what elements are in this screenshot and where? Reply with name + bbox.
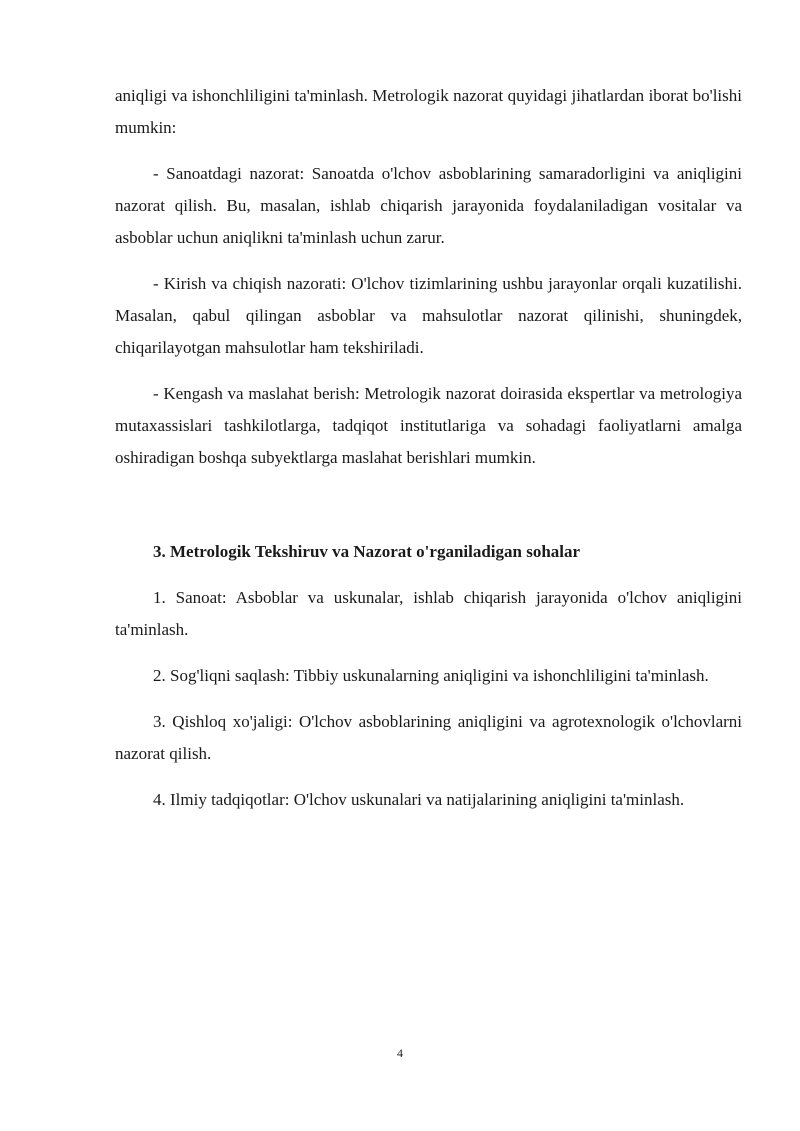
section-heading: 3. Metrologik Tekshiruv va Nazorat o'rganiladigan sohalar [153, 542, 581, 561]
paragraph-input-output-control: - Kirish va chiqish nazorati: O'lchov tizimlarining ushbu jarayonlar orqali kuzatilishi. Masalan, qabul qilingan asboblar va mahsulotlar nazorat qilinishi, shuningdek, chiqarilayotgan mahsulotlar ham tekshiriladi. [115, 274, 742, 357]
paragraph-industrial-control: - Sanoatdagi nazorat: Sanoatda o'lchov asboblarining samaradorligini va aniqligini nazorat qilish. Bu, masalan, ishlab chiqarish jarayonida foydalaniladigan vositalar va asboblar uchun aniqlikni ta'minlash uchun zarur. [115, 164, 742, 247]
page-number: 4 [397, 1046, 403, 1060]
list-item-agriculture: 3. Qishloq xo'jaligi: O'lchov asboblarining aniqligini va agrotexnologik o'lchovlarni nazorat qilish. [115, 712, 742, 763]
paragraph-continuation: aniqligi va ishonchliligini ta'minlash. Metrologik nazorat quyidagi jihatlardan iborat bo'lishi mumkin: [115, 86, 742, 137]
list-item-research: 4. Ilmiy tadqiqotlar: O'lchov uskunalari va natijalarining aniqligini ta'minlash. [153, 790, 685, 809]
list-item-healthcare: 2. Sog'liqni saqlash: Tibbiy uskunalarning aniqligini va ishonchliligini ta'minlash. [153, 666, 709, 685]
list-item-industry: 1. Sanoat: Asboblar va uskunalar, ishlab chiqarish jarayonida o'lchov aniqligini ta'minlash. [115, 588, 742, 639]
paragraph-advisory: - Kengash va maslahat berish: Metrologik nazorat doirasida ekspertlar va metrologiya mutaxassislari tashkilotlarga, tadqiqot institutlariga va sohadagi faoliyatlarni amalga oshiradigan boshqa subyektlarga maslahat berishlari mumkin. [115, 384, 742, 467]
document-page [115, 80, 742, 816]
